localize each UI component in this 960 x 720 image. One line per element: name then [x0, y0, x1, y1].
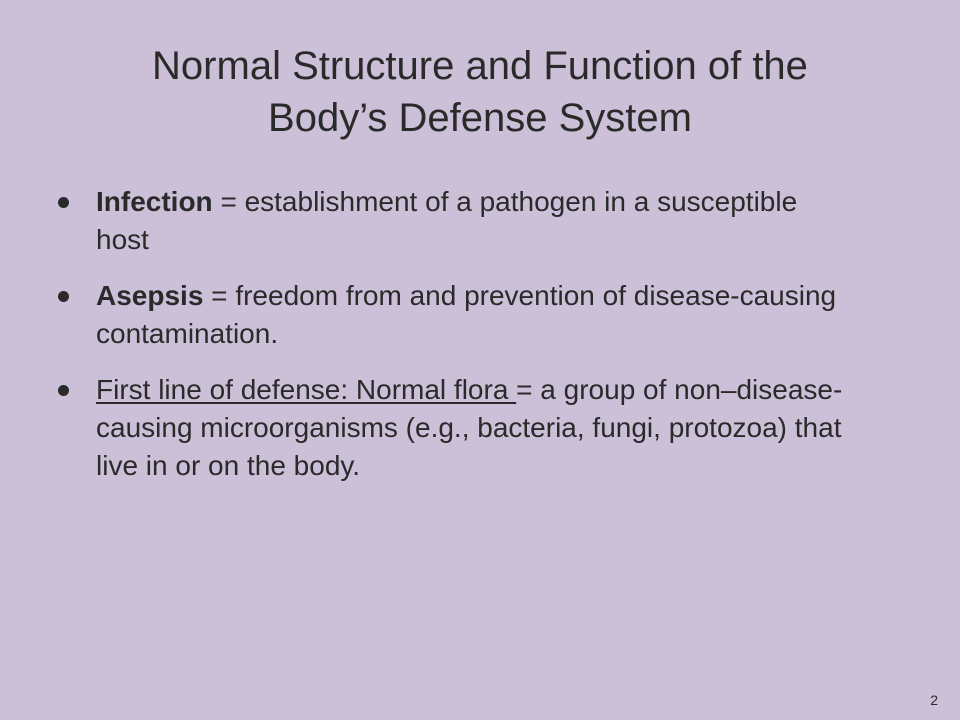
bullet-dot-icon	[58, 197, 69, 208]
bullet-dot-icon	[58, 385, 69, 396]
term-asepsis: Asepsis	[96, 280, 204, 311]
title-line-1: Normal Structure and Function of the	[152, 44, 808, 88]
definition-asepsis: = freedom from and prevention of disease-causing contamination.	[96, 280, 837, 349]
definition-normal-flora: = a group of non–disease-causing microorganisms (e.g., bacteria, fungi, protozoa) that live in or on the body.	[96, 374, 843, 481]
term-first-line-of-defense: First line of defense: Normal flora	[96, 374, 517, 405]
slide-title	[40, 40, 920, 144]
bullet-asepsis	[58, 277, 848, 353]
bullet-dot-icon	[58, 291, 69, 302]
definition-infection: = establishment of a pathogen in a susceptible host	[96, 186, 798, 255]
page-number: 2	[930, 692, 938, 708]
title-line-2: Body’s Defense System	[268, 96, 692, 140]
term-infection: Infection	[96, 186, 213, 217]
bullet-infection	[58, 183, 848, 259]
bullet-normal-flora	[58, 371, 848, 485]
bullet-list	[58, 183, 848, 503]
